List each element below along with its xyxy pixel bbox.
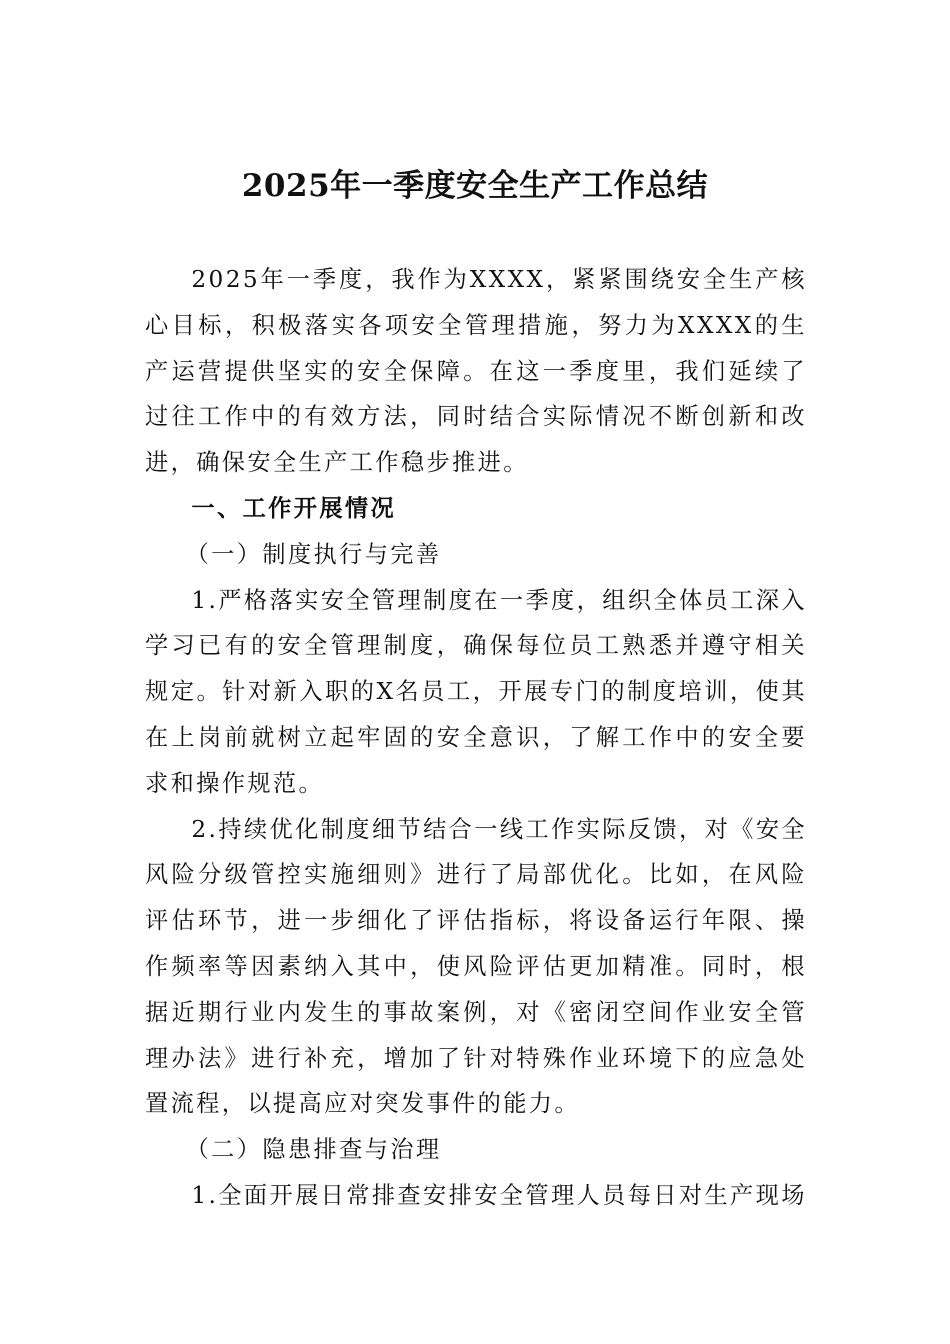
subsection-heading-hazard-inspection: （二）隐患排查与治理 xyxy=(185,1136,442,1164)
paragraph-item-3: 1.全面开展日常排查安排安全管理人员每日对生产现场 xyxy=(191,1181,807,1209)
paragraph-item-2: 2.持续优化制度细节结合一线工作实际反馈，对《安全风险分级管控实施细则》进行了局部优化。比如，在风险评估环节，进一步细化了评估指标，将设备运行年限、操作频率等因素纳入其中，使风险评估更加精准。同时，根据近期行业内发生的事故案例，对《密闭空间作业安全管理办法》进行补充，增加了针对特殊作业环境下的应急处置流程，以提高应对突发事件的能力。 xyxy=(145,815,807,1118)
paragraph-item-1: 1.严格落实安全管理制度在一季度，组织全体员工深入学习已有的安全管理制度，确保每位员工熟悉并遵守相关规定。针对新入职的X名员工，开展专门的制度培训，使其在上岗前就树立起牢固的安全意识，了解工作中的安全要求和操作规范。 xyxy=(145,586,807,797)
document-body xyxy=(145,257,807,1219)
section-heading-work-progress: 一、工作开展情况 xyxy=(191,494,397,522)
intro-paragraph: 2025年一季度，我作为XXXX，紧紧围绕安全生产核心目标，积极落实各项安全管理措施，努力为XXXX的生产运营提供坚实的安全保障。在这一季度里，我们延续了过往工作中的有效方法，同时结合实际情况不断创新和改进，确保安全生产工作稳步推进。 xyxy=(145,266,807,477)
document-title: 2025年一季度安全生产工作总结 xyxy=(241,168,709,204)
subsection-heading-system-execution: （一）制度执行与完善 xyxy=(185,540,442,568)
